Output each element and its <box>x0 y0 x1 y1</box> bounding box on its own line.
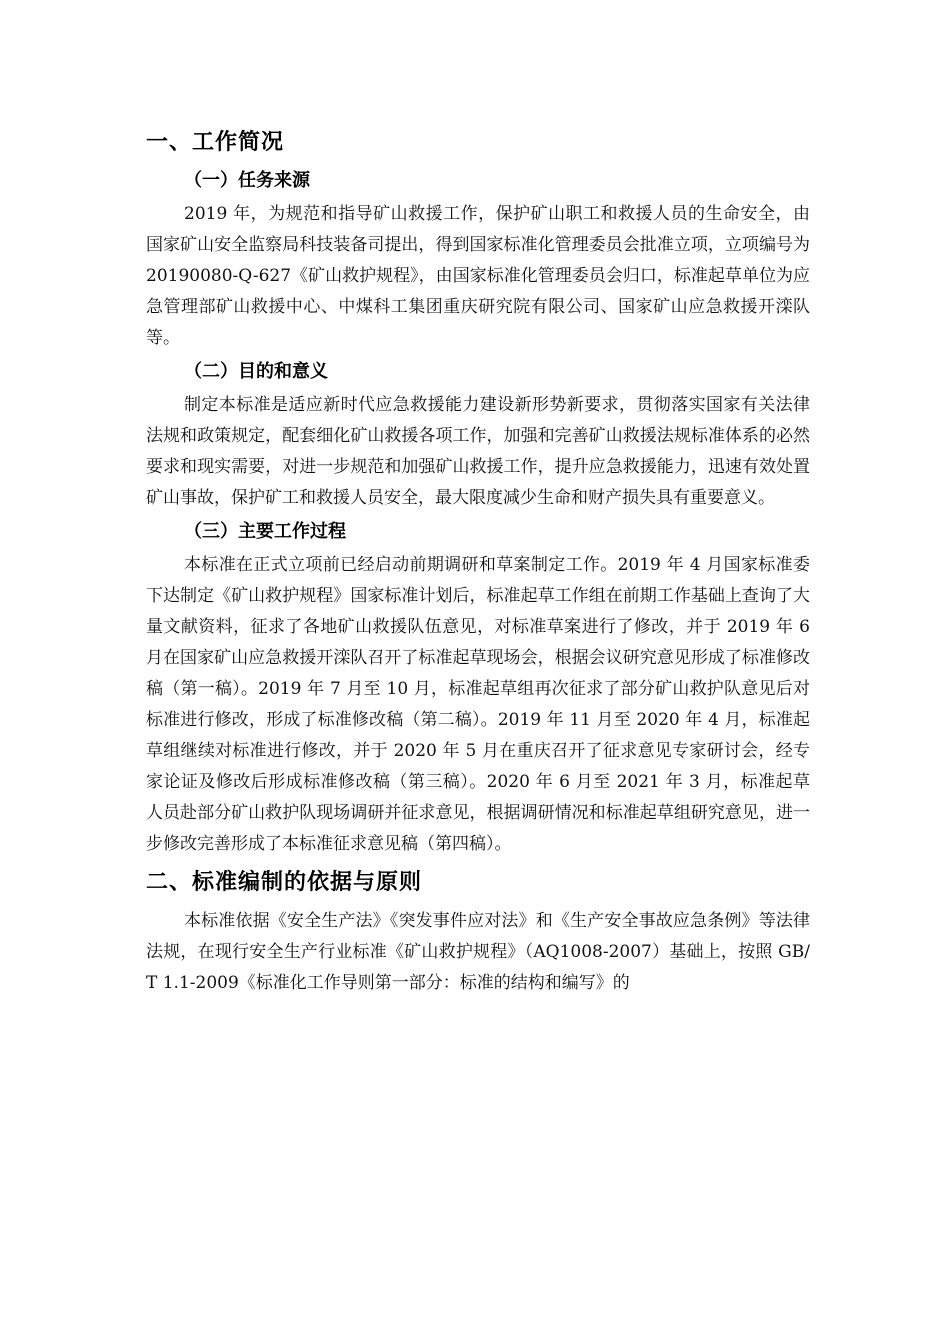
subsection-heading-work-process: （三）主要工作过程 <box>184 521 346 542</box>
subsection-heading-task-source: （一）任务来源 <box>184 170 310 191</box>
section-heading-basis-principles: 二、标准编制的依据与原则 <box>146 870 423 895</box>
subsection-heading-purpose: （二）目的和意义 <box>184 361 328 382</box>
paragraph-work-process: 本标准在正式立项前已经启动前期调研和草案制定工作。2019 年 4 月国家标准委下达制定《矿山救护规程》国家标准计划后，标准起草工作组在前期工作基础上查询了大量文献资料，征求了各地矿山救援队伍意见，对标准草案进行了修改，并于 2019 年 6 月在国家矿山应急救援开滦队召开了标准起草现场会，根据会议研究意见形成了标准修改稿（第一稿）。2019 年 7 月至 10 月，标准起草组再次征求了部分矿山救护队意见后对标准进行修改，形成了标准修改稿（第二稿）。2019 年 11 月至 2020 年 4 月，标准起草组继续对标准进行修改，并于 2020 年 5 月在重庆召开了征求意见专家研讨会，经专家论证及修改后形成标准修改稿（第三稿）。2020 年 6 月至 2021 年 3 月，标准起草人员赴部分矿山救护队现场调研并征求意见，根据调研情况和标准起草组研究意见，进一步修改完善形成了本标准征求意见稿（第四稿）。 <box>146 555 810 854</box>
paragraph-basis-principles: 本标准依据《安全生产法》《突发事件应对法》和《生产安全事故应急条例》等法律法规，在现行安全生产行业标准《矿山救护规程》（AQ1008-2007）基础上，按照 GB/T 1.1-2009《标准化工作导则第一部分：标准的结构和编写》的 <box>146 911 810 993</box>
paragraph-purpose: 制定本标准是适应新时代应急救援能力建设新形势新要求，贯彻落实国家有关法律法规和政策规定，配套细化矿山救援各项工作，加强和完善矿山救援法规标准体系的必然要求和现实需要，对进一步规范和加强矿山救援工作，提升应急救援能力，迅速有效处置矿山事故，保护矿工和救援人员安全，最大限度减少生命和财产损失具有重要意义。 <box>146 395 810 508</box>
document-page <box>146 120 810 1001</box>
section-heading-work-overview: 一、工作简况 <box>146 130 285 155</box>
paragraph-task-source: 2019 年，为规范和指导矿山救援工作，保护矿山职工和救援人员的生命安全，由国家矿山安全监察局科技装备司提出，得到国家标准化管理委员会批准立项，立项编号为 20190080-Q-627《矿山救护规程》，由国家标准化管理委员会归口，标准起草单位为应急管理部矿山救援中心、中煤科工集团重庆研究院有限公司、国家矿山应急救援开滦队等。 <box>146 204 810 348</box>
